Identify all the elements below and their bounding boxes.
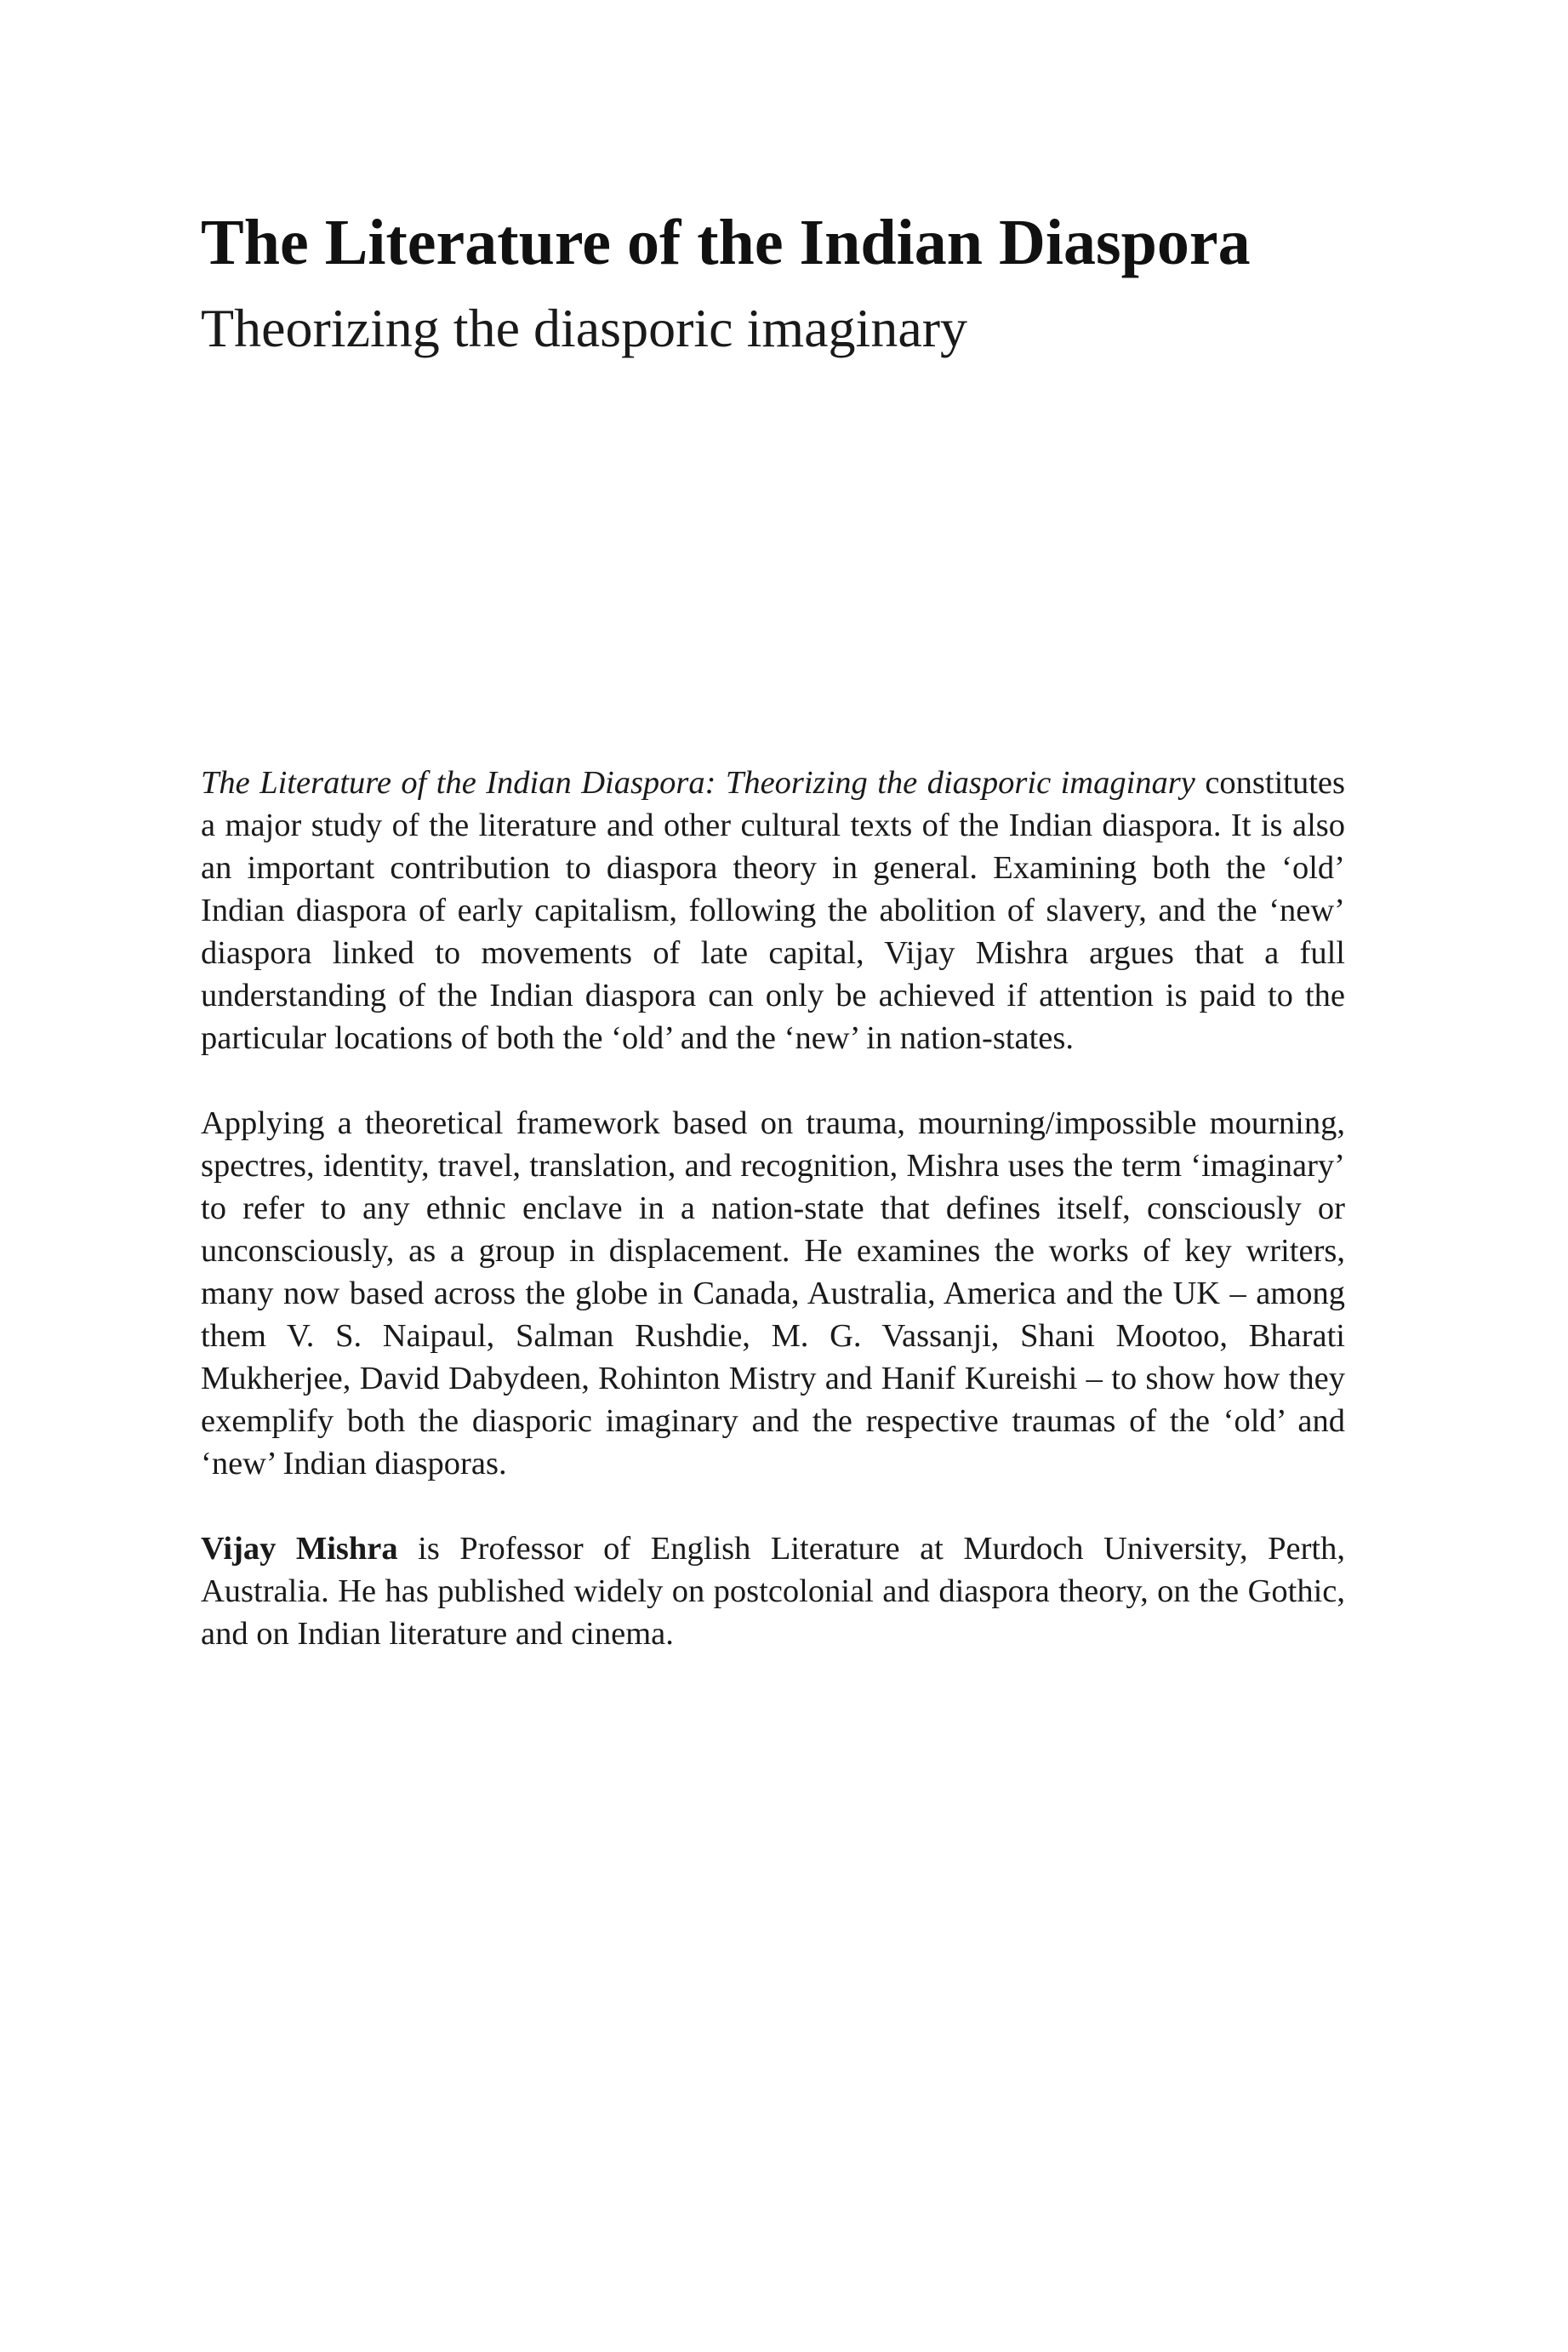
paragraph-1-text: constitutes a major study of the literature and other cultural texts of the Indian diaspora. It is also an important contribution to diaspora theory in general. Examining both the ‘old’ Indian diaspora of early capitalism, following the abolition of slavery, and the ‘new’ diaspora linked to movements of late capital, Vijay Mishra argues that a full understanding of the Indian diaspora can only be achieved if attention is paid to the particular locations of both the ‘old’ and the ‘new’ in nation-states. [201, 765, 1345, 1056]
author-bio [201, 1527, 1345, 1655]
author-name: Vijay Mishra [201, 1531, 398, 1567]
book-description [201, 762, 1345, 1655]
description-paragraph-2: Applying a theoretical framework based on trauma, mourning/impossible mourning, spectres, identity, travel, translation, and recognition, Mishra uses the term ‘imaginary’ to refer to any ethnic enclave in a nation-state that defines itself, consciously or unconsciously, as a group in displacement. He examines the works of key writers, many now based across the globe in Canada, Australia, America and the UK – among them V. S. Naipaul, Salman Rushdie, M. G. Vassanji, Shani Mootoo, Bharati Mukherjee, David Dabydeen, Rohinton Mistry and Hanif Kureishi – to show how they exemplify both the diasporic imaginary and the respective traumas of the ‘old’ and ‘new’ Indian diasporas. [201, 1105, 1345, 1481]
author-bio-text: is Professor of English Literature at Murdoch University, Perth, Australia. He has published widely on postcolonial and diaspora theory, on the Gothic, and on Indian literature and cinema. [201, 1531, 1345, 1652]
book-title-italic: The Literature of the Indian Diaspora: Theorizing the diasporic imaginary [201, 765, 1195, 801]
page-subtitle: Theorizing the diasporic imaginary [201, 298, 968, 358]
page-title: The Literature of the Indian Diaspora [201, 207, 1251, 278]
description-paragraph-1 [201, 762, 1345, 1059]
